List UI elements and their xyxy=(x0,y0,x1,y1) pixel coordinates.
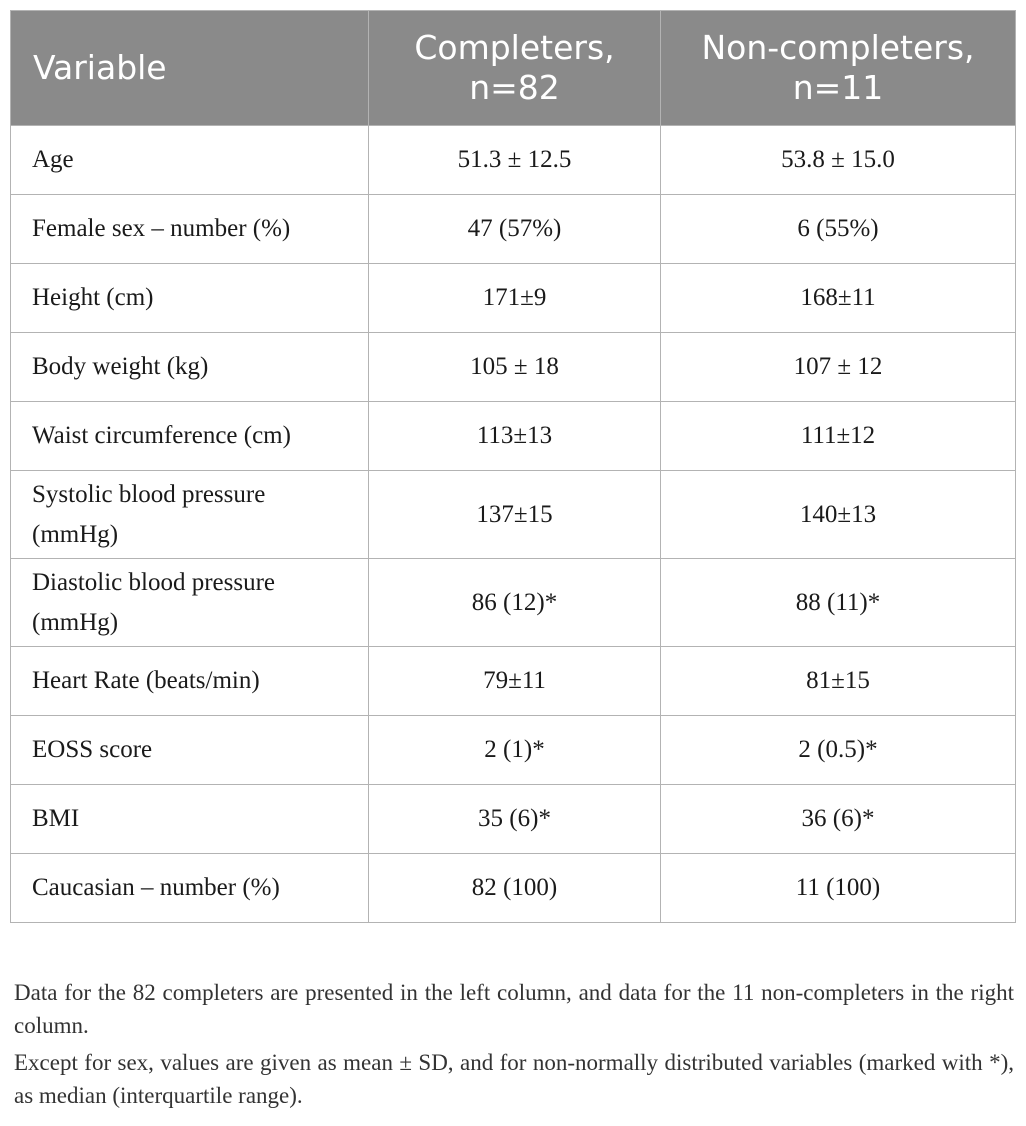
table-row xyxy=(11,785,1016,854)
row-noncompleters-value: 53.8 ± 15.0 xyxy=(661,126,1016,195)
row-noncompleters-value: 168±11 xyxy=(661,264,1016,333)
row-variable: Body weight (kg) xyxy=(11,333,369,402)
header-completers: Completers, n=82 xyxy=(369,11,661,126)
row-completers-value: 113±13 xyxy=(369,402,661,471)
row-completers-value: 82 (100) xyxy=(369,854,661,923)
table-row xyxy=(11,402,1016,471)
row-noncompleters-value: 6 (55%) xyxy=(661,195,1016,264)
row-noncompleters-value: 81±15 xyxy=(661,647,1016,716)
row-noncompleters-value: 107 ± 12 xyxy=(661,333,1016,402)
table-row xyxy=(11,471,1016,559)
header-variable: Variable xyxy=(11,11,369,126)
table-row xyxy=(11,854,1016,923)
row-completers-value: 105 ± 18 xyxy=(369,333,661,402)
table-header-row xyxy=(11,11,1016,126)
row-completers-value: 171±9 xyxy=(369,264,661,333)
table-row xyxy=(11,333,1016,402)
row-noncompleters-value: 111±12 xyxy=(661,402,1016,471)
table-row xyxy=(11,126,1016,195)
row-completers-value: 51.3 ± 12.5 xyxy=(369,126,661,195)
row-completers-value: 86 (12)* xyxy=(369,559,661,647)
row-variable: Caucasian – number (%) xyxy=(11,854,369,923)
table-row xyxy=(11,264,1016,333)
table-footnotes xyxy=(14,976,1014,1112)
table-row xyxy=(11,559,1016,647)
row-variable: Heart Rate (beats/min) xyxy=(11,647,369,716)
row-variable: Diastolic blood pressure (mmHg) xyxy=(11,559,369,647)
row-variable: Female sex – number (%) xyxy=(11,195,369,264)
row-variable: Height (cm) xyxy=(11,264,369,333)
table-row xyxy=(11,647,1016,716)
row-noncompleters-value: 140±13 xyxy=(661,471,1016,559)
row-noncompleters-value: 36 (6)* xyxy=(661,785,1016,854)
row-variable: Age xyxy=(11,126,369,195)
row-variable: Systolic blood pressure (mmHg) xyxy=(11,471,369,559)
row-variable: Waist circumference (cm) xyxy=(11,402,369,471)
baseline-characteristics-table xyxy=(10,10,1016,923)
row-completers-value: 137±15 xyxy=(369,471,661,559)
footnote-statistics: Except for sex, values are given as mean ± SD, and for non-normally distributed variables (marked with *), as median (interquartile range). xyxy=(14,1050,1014,1108)
row-variable: BMI xyxy=(11,785,369,854)
row-completers-value: 35 (6)* xyxy=(369,785,661,854)
row-variable: EOSS score xyxy=(11,716,369,785)
row-completers-value: 2 (1)* xyxy=(369,716,661,785)
data-table-container xyxy=(10,10,1015,923)
row-completers-value: 79±11 xyxy=(369,647,661,716)
table-row xyxy=(11,716,1016,785)
row-noncompleters-value: 88 (11)* xyxy=(661,559,1016,647)
row-noncompleters-value: 2 (0.5)* xyxy=(661,716,1016,785)
header-noncompleters: Non-completers, n=11 xyxy=(661,11,1016,126)
footnote-columns: Data for the 82 completers are presented in the left column, and data for the 11 non-completers in the right column. xyxy=(14,980,1014,1038)
table-row xyxy=(11,195,1016,264)
row-noncompleters-value: 11 (100) xyxy=(661,854,1016,923)
row-completers-value: 47 (57%) xyxy=(369,195,661,264)
